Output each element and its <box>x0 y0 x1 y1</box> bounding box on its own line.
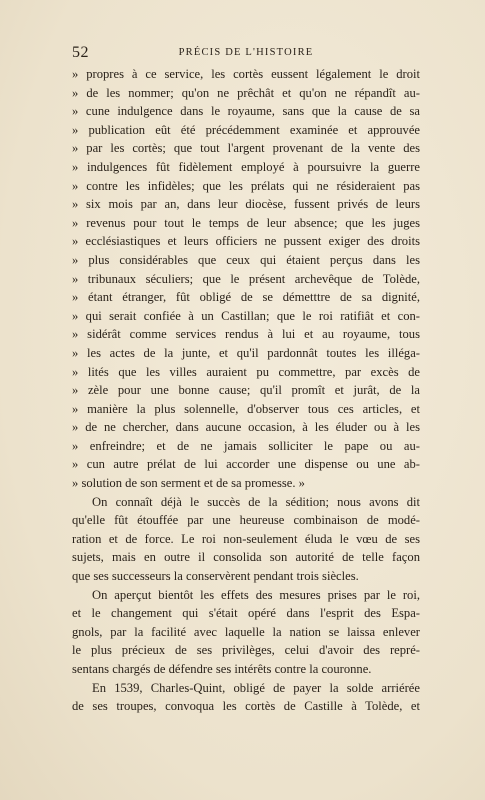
text-line: gnols, par la facilité avec laquelle la nation se laissa enlever <box>72 624 420 639</box>
text-line: » manière la plus solennelle, d'observer tous ces articles, et <box>72 401 420 416</box>
text-line: que ses successeurs la conservèrent pendant trois siècles. <box>72 569 359 584</box>
text-line: sentans chargés de défendre ses intérêts contre la couronne. <box>72 662 372 676</box>
text-line: sujets, mais en outre il consolida son autorité de telle façon <box>72 550 420 565</box>
text-line: » plus considérables que ceux qui étaient perçus dans les <box>72 252 420 267</box>
text-line: » de ne chercher, dans aucune occasion, à les éluder ou à les <box>72 420 420 435</box>
text-line: » six mois par an, dans leur diocèse, fussent privés de leurs <box>72 197 420 212</box>
text-line: On connaît déjà le succès de la sédition; nous avons dit <box>92 494 420 509</box>
text-line: » revenus pour tout le temps de leur absence; que les juges <box>72 215 420 230</box>
text-line: » qui serait confiée à un Castillan; que le roi ratifiât et con- <box>72 308 420 323</box>
text-line: » propres à ce service, les cortès eussent légalement le droit <box>72 67 420 81</box>
running-head: PRÉCIS DE L'HISTOIRE <box>178 47 314 58</box>
text-line: » lités que les villes auraient pu commettre, par excès de <box>72 364 420 379</box>
text-line: On aperçut bientôt les effets des mesures prises par le roi, <box>92 587 420 602</box>
body-text <box>72 65 420 716</box>
paragraph <box>72 65 420 493</box>
text-line: » zèle pour une bonne cause; qu'il promît et jurât, de la <box>72 383 420 398</box>
text-line: » cun autre prélat de lui accorder une dispense ou une ab- <box>72 457 420 472</box>
paragraph <box>72 493 420 586</box>
text-line: » enfreindre; et de ne jamais solliciter le pape ou au- <box>72 438 420 453</box>
text-line: ration et de force. Le roi non-seulement éluda le vœu de ses <box>72 531 420 546</box>
page-header <box>72 44 420 64</box>
text-line: » cune indulgence dans le royaume, sans que la cause de sa <box>72 104 420 119</box>
text-line: » sidérât comme services rendus à lui et au royaume, tous <box>72 327 420 342</box>
text-line: de ses troupes, convoqua les cortès de Castille à Tolède, et <box>72 699 420 714</box>
paragraph <box>72 586 420 679</box>
text-line: qu'elle fût étouffée par une heureuse combinaison de modé- <box>72 513 420 528</box>
text-line: » les actes de la junte, et qu'il pardonnât toutes les illéga- <box>72 345 420 360</box>
text-line: le plus précieux de ses privilèges, celui d'avoir des repré- <box>72 643 420 658</box>
text-line: » solution de son serment et de sa promesse. » <box>72 476 305 491</box>
text-line: » indulgences fût fidèlement employé à poursuivre la guerre <box>72 159 420 174</box>
text-line: » ecclésiastiques et leurs officiers ne pussent exiger des droits <box>72 234 420 249</box>
text-line: » publication eût été précédemment examinée et approuvée <box>72 122 420 137</box>
text-line: » tribunaux séculiers; que le présent archevêque de Tolède, <box>72 271 420 286</box>
page-number: 52 <box>72 44 89 61</box>
text-line: » de les nommer; qu'on ne prêchât et qu'on ne répandît au- <box>72 85 420 100</box>
text-line: » contre les infidèles; que les prélats qui ne résideraient pas <box>72 178 420 193</box>
text-line: et le changement qui s'était opéré dans l'esprit des Espa- <box>72 606 420 621</box>
text-line: » étant étranger, fût obligé de se démetttre de sa dignité, <box>72 290 420 305</box>
paragraph <box>72 679 420 716</box>
text-line: En 1539, Charles-Quint, obligé de payer la solde arriérée <box>92 680 420 695</box>
text-line: » par les cortès; que tout l'argent provenant de la vente des <box>72 141 420 156</box>
